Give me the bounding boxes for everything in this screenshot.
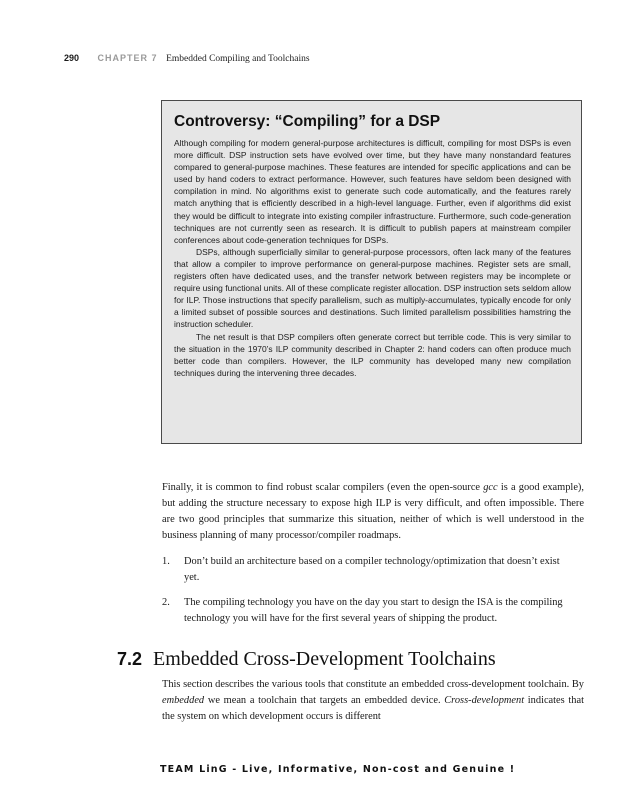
footer-watermark: TEAM LinG - Live, Informative, Non-cost and Genuine ! (160, 764, 516, 775)
principles-list (162, 554, 584, 626)
section-heading (117, 648, 496, 671)
sidebar-paragraph: DSPs, although superficially similar to general-purpose processors, often lack many of the features that allow a compiler to improve performance on general-purpose machines. Register sets are small, registers often have dedicated uses, and the transfer network between registers may be incomplete or require using functional units. All of these complicate register allocation. DSP instruction sets seldom allow for ILP. Those instructions that specify parallelism, such as multiply-accumulates, typically encode for only a limited subset of possible sources and destinations. Such limited parallelism possibilities hamstring the instruction scheduler. (174, 246, 571, 330)
sidebar-paragraph: The net result is that DSP compilers often generate correct but terrible code. This is very similar to the situation in the 1970’s ILP community described in Chapter 2: hand coders can often produce much better code than compilers. However, the ILP community has developed many new compilation techniques during the intervening three decades. (174, 331, 571, 378)
page-number: 290 (64, 53, 80, 63)
list-number: 2. (162, 597, 170, 608)
sidebar-title: Controversy: “Compiling” for a DSP (174, 113, 441, 130)
body-text (162, 480, 584, 626)
sidebar-paragraph: Although compiling for modern general-purpose architectures is difficult, compiling for most DSPs is even more difficult. DSP instruction sets have evolved over time, but they have many nonstandard features compared to general-purpose machines. These features are intended for specific applications and can be used by hand coders to extract performance. However, such features have seldom been designed with compilation in mind. No algorithms exist to generate such code automatically, and the features rarely match anything that is efficiently described in a high-level language. Further, even if algorithms did exist they would be difficult to integrate into existing compiler infrastructure. Furthermore, such code-generation techniques are not currently seen as research. It is difficult to publish papers at mainstream compiler conferences about code-generation techniques for DSPs. (174, 138, 571, 245)
running-header (64, 53, 310, 64)
intro-paragraph: Finally, it is common to find robust scalar compilers (even the open-source gcc is a good example), but adding the structure necessary to expose high ILP is very difficult, and often impossible. There are two good principles that summarize this situation, neither of which is well understood in the business planning of many processor/compiler roadmaps. (162, 482, 584, 541)
list-item (162, 595, 584, 626)
chapter-title: Embedded Compiling and Toolchains (166, 54, 310, 64)
list-number: 1. (162, 556, 170, 567)
section-paragraph: This section describes the various tools that constitute an embedded cross-development toolchain. By embedded we mean a toolchain that targets an embedded device. Cross-development indicates that the system on which development occurs is different (162, 679, 584, 722)
list-text: The compiling technology you have on the day you start to design the ISA is the compiling technology you will have for the first several years of shipping the product. (184, 597, 563, 624)
controversy-sidebar (161, 100, 582, 444)
gcc-code: gcc (483, 482, 498, 493)
chapter-label: CHAPTER 7 (97, 53, 158, 63)
section-body (162, 677, 584, 725)
section-number: 7.2 (117, 649, 143, 669)
section-title: Embedded Cross-Development Toolchains (153, 648, 496, 670)
list-text: Don’t build an architecture based on a compiler technology/optimization that doesn’t exist yet. (184, 556, 560, 583)
list-item (162, 554, 584, 585)
